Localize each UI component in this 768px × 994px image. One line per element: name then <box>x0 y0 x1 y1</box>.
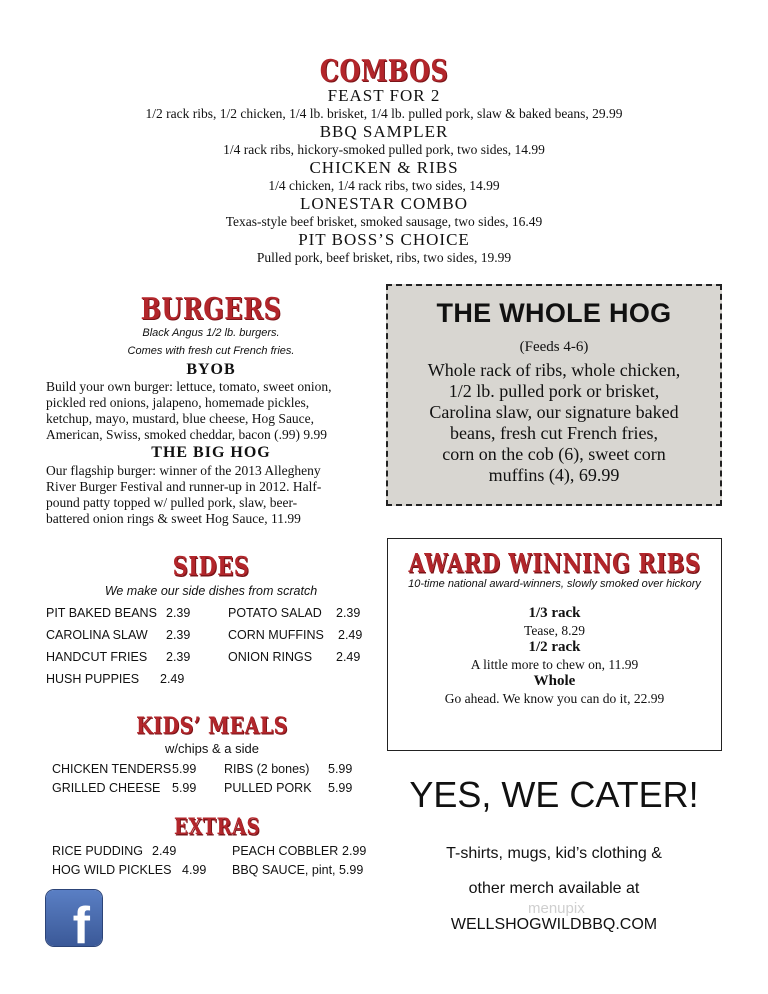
sides-row <box>46 602 376 624</box>
whole-hog-feeds: (Feeds 4-6) <box>519 339 589 355</box>
extras-heading: EXTRAS <box>173 814 260 841</box>
rib-size: 1/2 rack <box>528 639 581 655</box>
extras-price: 4.99 <box>182 862 207 877</box>
kids-row <box>52 778 372 797</box>
cater-line: T-shirts, mugs, kid’s clothing & <box>446 845 662 862</box>
side-label: HUSH PUPPIES <box>46 672 140 686</box>
whole-hog-box <box>386 284 722 506</box>
kids-price: 5.99 <box>328 761 353 776</box>
kids-section <box>52 712 372 797</box>
kids-label: CHICKEN TENDERS <box>52 761 172 776</box>
side-price: 2.39 <box>166 628 191 642</box>
burger-name: BYOB <box>186 361 236 378</box>
sides-heading: SIDES <box>172 550 250 582</box>
side-price: 2.39 <box>166 650 191 664</box>
combo-desc: Texas-style beef brisket, smoked sausage, two sides, 16.49 <box>225 214 543 229</box>
kids-price: 5.99 <box>172 761 197 776</box>
rib-desc: Go ahead. We know you can do it, 22.99 <box>444 691 665 706</box>
burgers-note: Black Angus 1/2 lb. burgers. <box>142 327 280 339</box>
side-label: CORN MUFFINS <box>228 628 324 642</box>
facebook-icon[interactable] <box>46 890 102 955</box>
cater-headline: YES, WE CATER! <box>409 774 699 815</box>
award-heading: AWARD WINNING RIBS <box>408 547 701 579</box>
whole-hog-desc <box>388 360 720 486</box>
kids-heading: KIDS’ MEALS <box>136 712 288 740</box>
kids-price: 5.99 <box>172 780 197 795</box>
combo-name: BBQ SAMPLER <box>319 122 449 141</box>
award-subtitle: 10-time national award-winners, slowly smoked over hickory <box>408 578 701 590</box>
combos-heading: COMBOS <box>319 52 449 89</box>
sides-row <box>46 646 376 668</box>
burgers-heading: BURGERS <box>140 290 282 327</box>
kids-subtitle: w/chips & a side <box>165 741 259 756</box>
rib-desc: A little more to chew on, 11.99 <box>470 657 639 672</box>
side-label: CAROLINA SLAW <box>46 628 148 642</box>
burger-name: THE BIG HOG <box>151 444 271 461</box>
sides-subtitle: We make our side dishes from scratch <box>104 584 318 598</box>
watermark: menupix <box>528 900 585 917</box>
kids-label: RIBS (2 bones) <box>224 761 310 776</box>
whole-hog-line: Whole rack of ribs, whole chicken, <box>427 360 681 380</box>
extras-row <box>52 860 382 879</box>
rib-size: 1/3 rack <box>528 605 581 621</box>
burger-desc-line: ketchup, mayo, mustard, blue cheese, Hog Sauce, <box>46 411 315 426</box>
burger-desc-line: battered onion rings & sweet Hog Sauce, 11.99 <box>46 511 301 526</box>
whole-hog-line: 1/2 lb. pulled pork or brisket, <box>448 381 660 401</box>
rib-size: Whole <box>533 673 576 689</box>
award-items <box>388 605 721 707</box>
burgers-note: Comes with fresh cut French fries. <box>127 345 295 357</box>
facebook-letter: f <box>72 897 90 955</box>
whole-hog-line: corn on the cob (6), sweet corn <box>442 444 666 464</box>
extras-label: HOG WILD PICKLES <box>52 862 172 877</box>
sides-row <box>46 624 376 646</box>
combo-desc: 1/4 chicken, 1/4 rack ribs, two sides, 14.99 <box>268 178 500 193</box>
sides-section <box>46 550 376 690</box>
kids-label: PULLED PORK <box>224 780 312 795</box>
side-price: 2.49 <box>160 672 185 686</box>
burger-desc-line: pickled red onions, jalapeno, homemade pickles, <box>46 395 310 410</box>
burgers-section <box>46 290 376 527</box>
burger-desc <box>46 379 376 443</box>
extras-price: 2.99 <box>342 843 367 858</box>
side-price: 2.39 <box>336 606 361 620</box>
side-price: 2.39 <box>166 606 191 620</box>
combo-name: CHICKEN & RIBS <box>309 158 459 177</box>
burger-desc-line: pound patty topped w/ pulled pork, slaw, beer- <box>46 495 298 510</box>
combo-name: LONESTAR COMBO <box>299 194 468 213</box>
side-price: 2.49 <box>338 628 363 642</box>
combo-desc: Pulled pork, beef brisket, ribs, two sides, 19.99 <box>256 250 512 265</box>
extras-label: RICE PUDDING <box>52 843 143 858</box>
kids-row <box>52 759 372 778</box>
website-link[interactable]: WELLSHOGWILDBBQ.COM <box>450 916 658 933</box>
burger-desc-line: Our flagship burger: winner of the 2013 Allegheny <box>46 463 321 478</box>
side-label: PIT BAKED BEANS <box>46 606 157 620</box>
extras-section <box>52 814 382 879</box>
kids-price: 5.99 <box>328 780 353 795</box>
sides-row <box>46 668 376 690</box>
award-ribs-box <box>387 538 722 751</box>
combos-section <box>0 52 768 266</box>
whole-hog-line: muffins (4), 69.99 <box>488 465 620 485</box>
burger-desc-line: American, Swiss, smoked cheddar, bacon (.99) 9.99 <box>46 427 328 442</box>
whole-hog-line: beans, fresh cut French fries, <box>450 423 658 443</box>
side-label: ONION RINGS <box>228 650 313 664</box>
burger-desc-line: River Burger Festival and runner-up in 2012. Half- <box>46 479 322 494</box>
burger-desc-line: Build your own burger: lettuce, tomato, sweet onion, <box>46 379 332 394</box>
cater-line: other merch available at <box>468 880 640 897</box>
whole-hog-line: Carolina slaw, our signature baked <box>429 402 679 422</box>
kids-label: GRILLED CHEESE <box>52 780 161 795</box>
side-label: HANDCUT FRIES <box>46 650 148 664</box>
combo-name: FEAST FOR 2 <box>327 86 441 105</box>
combo-name: PIT BOSS’S CHOICE <box>298 230 470 249</box>
extras-label: BBQ SAUCE, pint, 5.99 <box>232 862 364 877</box>
burger-desc <box>46 463 376 527</box>
side-price: 2.49 <box>336 650 361 664</box>
combo-desc: 1/4 rack ribs, hickory-smoked pulled pork, two sides, 14.99 <box>223 142 545 157</box>
rib-desc: Tease, 8.29 <box>524 623 585 638</box>
extras-label: PEACH COBBLER <box>232 843 339 858</box>
whole-hog-title: THE WHOLE HOG <box>436 298 672 328</box>
combo-desc: 1/2 rack ribs, 1/2 chicken, 1/4 lb. brisket, 1/4 lb. pulled pork, slaw & baked beans, 29.99 <box>145 106 623 121</box>
extras-price: 2.49 <box>152 843 177 858</box>
side-label: POTATO SALAD <box>228 606 322 620</box>
